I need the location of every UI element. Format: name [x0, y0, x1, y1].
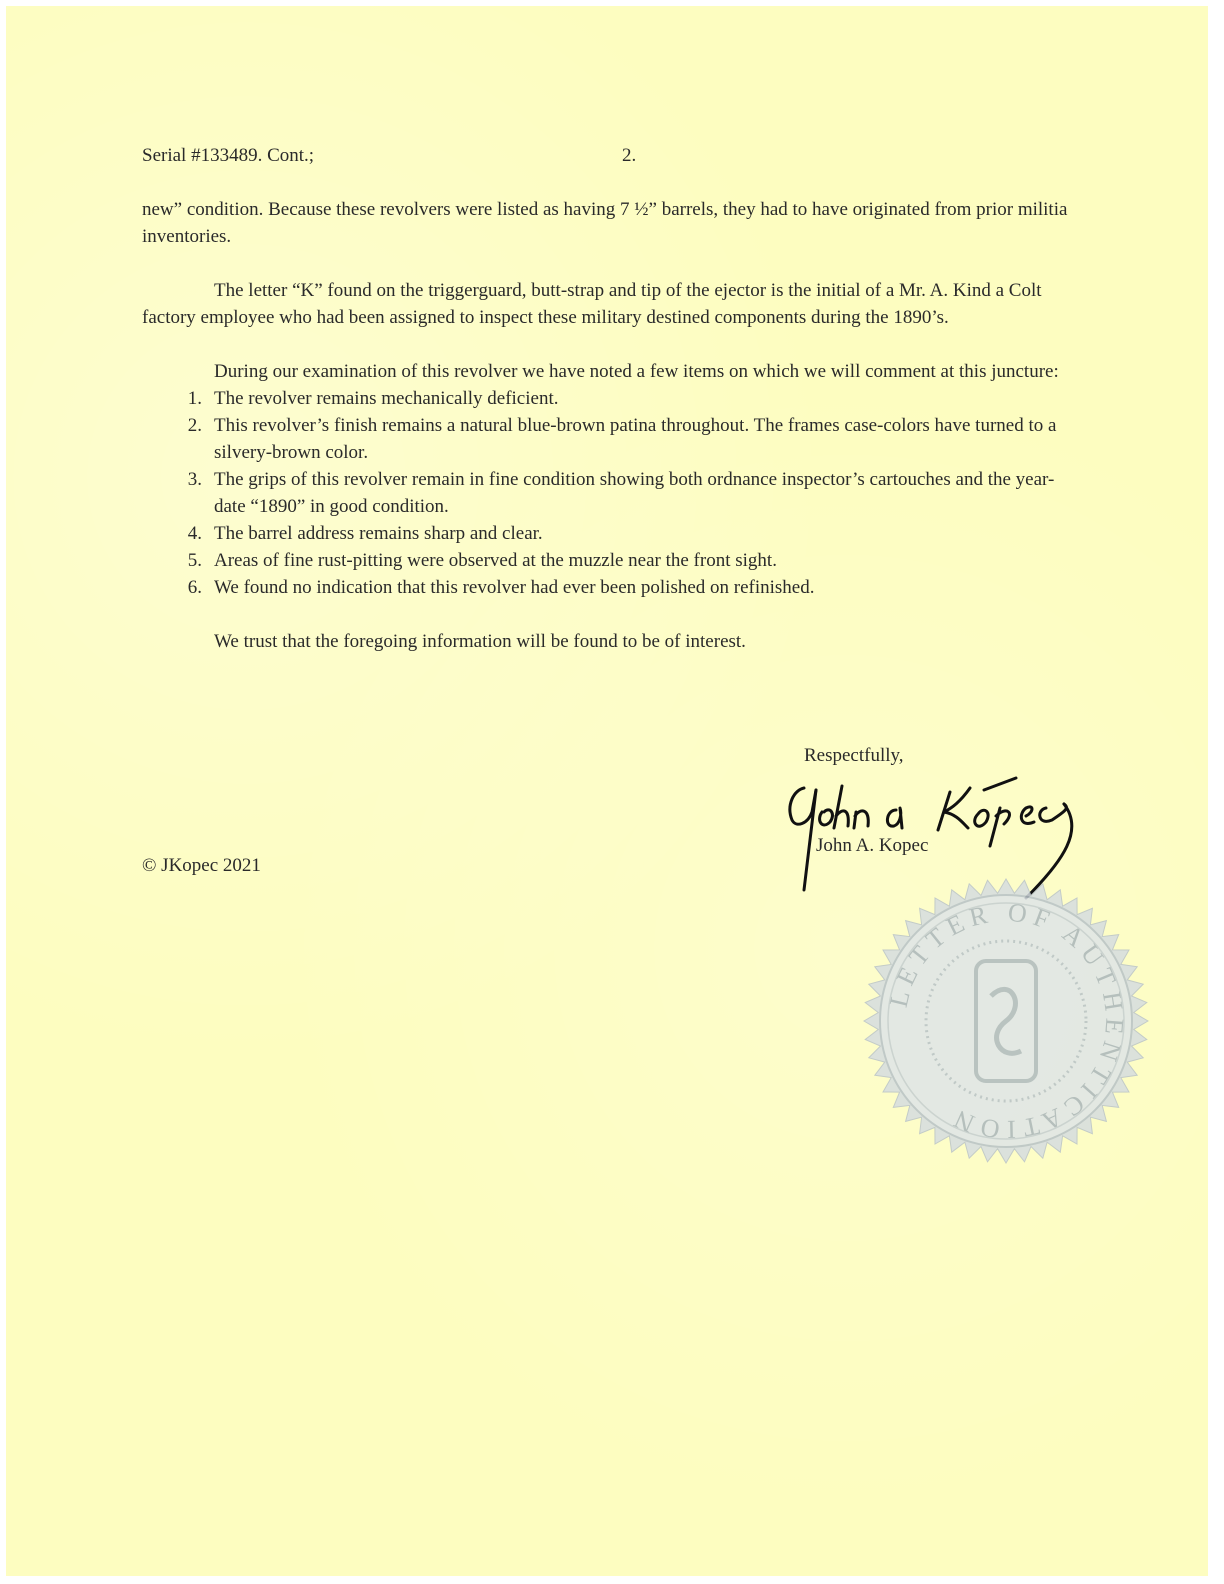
- embossed-seal: [861, 876, 1151, 1166]
- paragraph-inspector: The letter “K” found on the triggerguard, butt-strap and tip of the ejector is the initial of a Mr. A. Kind a Colt factory employee who had been assigned to inspect these military destined components during the 1890’s.: [142, 280, 1042, 328]
- list-item: [187, 520, 1082, 547]
- list-item-number: 2.: [187, 415, 202, 436]
- list-item-text: This revolver’s finish remains a natural blue-brown patina throughout. The frames case-colors have turned to a silvery-brown color.: [214, 415, 1057, 463]
- signatory-name: John A. Kopec: [816, 835, 929, 856]
- complimentary-close: Respectfully,: [804, 745, 904, 766]
- letter-body: [142, 196, 1082, 682]
- signature-block: [804, 742, 1104, 872]
- list-item: [187, 574, 1082, 601]
- list-item: [187, 385, 1082, 412]
- closing-statement: We trust that the foregoing information will be found to be of interest.: [214, 631, 746, 652]
- list-item-number: 6.: [187, 577, 202, 598]
- list-item-text: Areas of fine rust-pitting were observed at the muzzle near the front sight.: [214, 550, 777, 571]
- findings-list: [142, 385, 1082, 601]
- list-item-text: The revolver remains mechanically deficient.: [214, 388, 559, 409]
- paragraph-condition: new” condition. Because these revolvers were listed as having 7 ½” barrels, they had to have originated from prior militia inventories.: [142, 199, 1068, 247]
- list-item-number: 3.: [187, 469, 202, 490]
- list-item: [187, 547, 1082, 574]
- paragraph-examination: During our examination of this revolver we have noted a few items on which we will comment at this juncture:: [214, 361, 1059, 382]
- page-header: [142, 142, 842, 169]
- serial-reference: Serial #133489. Cont.;: [142, 145, 315, 166]
- copyright-notice: © JKopec 2021: [142, 855, 261, 876]
- list-item: [187, 466, 1082, 520]
- list-item-text: The barrel address remains sharp and clear.: [214, 523, 543, 544]
- list-item-text: We found no indication that this revolver had ever been polished on refinished.: [214, 577, 815, 598]
- list-item-text: The grips of this revolver remain in fine condition showing both ordnance inspector’s cartouches and the year-date “1890” in good condition.: [214, 469, 1055, 517]
- letter-page: [6, 6, 1208, 1576]
- list-item-number: 4.: [187, 523, 202, 544]
- page-number: 2.: [622, 145, 637, 166]
- seal-text: LETTER OF AUTHENTICATION: [883, 897, 1130, 1145]
- list-item-number: 5.: [187, 550, 202, 571]
- list-item-number: 1.: [187, 388, 202, 409]
- list-item: [187, 412, 1082, 466]
